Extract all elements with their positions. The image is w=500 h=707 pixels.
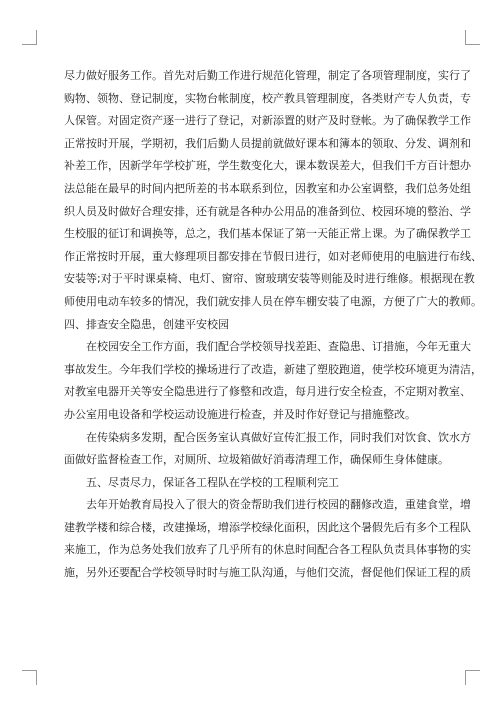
text-line: 补差工作，因新学年学校扩班，学生数变化大，课本数误差大，但我们千方百计想办 bbox=[64, 159, 471, 173]
text-line: 织人员及时做好合理安排，还有就是各种办公用品的准备到位、校园环境的整治、学 bbox=[64, 204, 471, 218]
text-line: 去年开始教育局投入了很大的资金帮助我们进行校园的翻修改造，重建食堂，增 bbox=[86, 498, 471, 512]
crop-mark-bottom-right bbox=[465, 670, 480, 685]
text-line: 四、排查安全隐患，创建平安校园 bbox=[64, 317, 229, 331]
text-line: 来施工，作为总务处我们放弃了几乎所有的休息时间配合各工程队负责具体事物的实 bbox=[64, 543, 471, 557]
crop-mark-top-right bbox=[465, 30, 480, 45]
text-line: 对教室电器开关等安全隐患进行了修整和改造，每月进行安全检查，不定期对教室、 bbox=[64, 385, 471, 399]
text-line: 办公室用电设备和学校运动设施进行检查，并及时作好登记与措施整改。 bbox=[64, 407, 416, 421]
text-line: 师使用电动车较多的情况，我们就安排人员在停车棚安装了电源，方便了广大的教师。 bbox=[64, 294, 482, 308]
text-line: 法总能在最早的时间内把所差的书本联系到位，因教室和办公室调整，我们总务处组 bbox=[64, 181, 471, 195]
text-line: 事故发生。今年我们学校的操场进行了改造，新建了塑胶跑道，使学校环境更为清洁， bbox=[64, 362, 482, 376]
text-line: 建教学楼和综合楼，改建操场，增添学校绿化面积，因此这个暑假先后有多个工程队 bbox=[64, 520, 471, 534]
text-line: 作正常按时开展，重大修理项目都安排在节假日进行，如对老师使用的电脑进行布线、 bbox=[64, 249, 482, 263]
crop-mark-top-left bbox=[22, 30, 37, 45]
text-line: 尽力做好服务工作。首先对后勤工作进行规范化管理，制定了各项管理制度，实行了 bbox=[64, 69, 471, 82]
text-line: 施，另外还要配合学校领导时时与施工队沟通，与他们交流，督促他们保证工程的质 bbox=[64, 566, 471, 580]
text-line: 正常按时开展，学期初，我们后勤人员提前就做好课本和簿本的领取、分发、调剂和 bbox=[64, 136, 471, 150]
text-line: 面做好监督检查工作，对厕所、垃圾箱做好消毒清理工作，确保师生身体健康。 bbox=[64, 453, 449, 467]
text-line: 五、尽责尽力，保证各工程队在学校的工程顺利完工 bbox=[86, 475, 339, 489]
text-line: 生校服的征订和调换等，总之，我们基本保证了第一天能正常上课。为了确保教学工 bbox=[64, 227, 471, 241]
text-line: 购物、领物、登记制度，实物台帐制度，校产教具管理制度，各类财产专人负责，专 bbox=[64, 91, 471, 105]
crop-mark-bottom-left bbox=[22, 670, 37, 685]
text-line: 安装等;对于平时课桌椅、电灯、窗帘、窗玻璃安装等则能及时进行维修。根据现在教 bbox=[64, 272, 475, 286]
text-line: 在校园安全工作方面，我们配合学校领导找差距、查隐患、订措施，今年无重大 bbox=[86, 340, 471, 354]
document-body bbox=[64, 65, 482, 585]
text-line: 在传染病多发期，配合医务室认真做好宣传汇报工作，同时我们对饮食、饮水方 bbox=[86, 430, 471, 444]
text-line: 人保管。对固定资产逐一进行了登记，对新添置的财产及时登帐。为了确保教学工作 bbox=[64, 114, 471, 128]
